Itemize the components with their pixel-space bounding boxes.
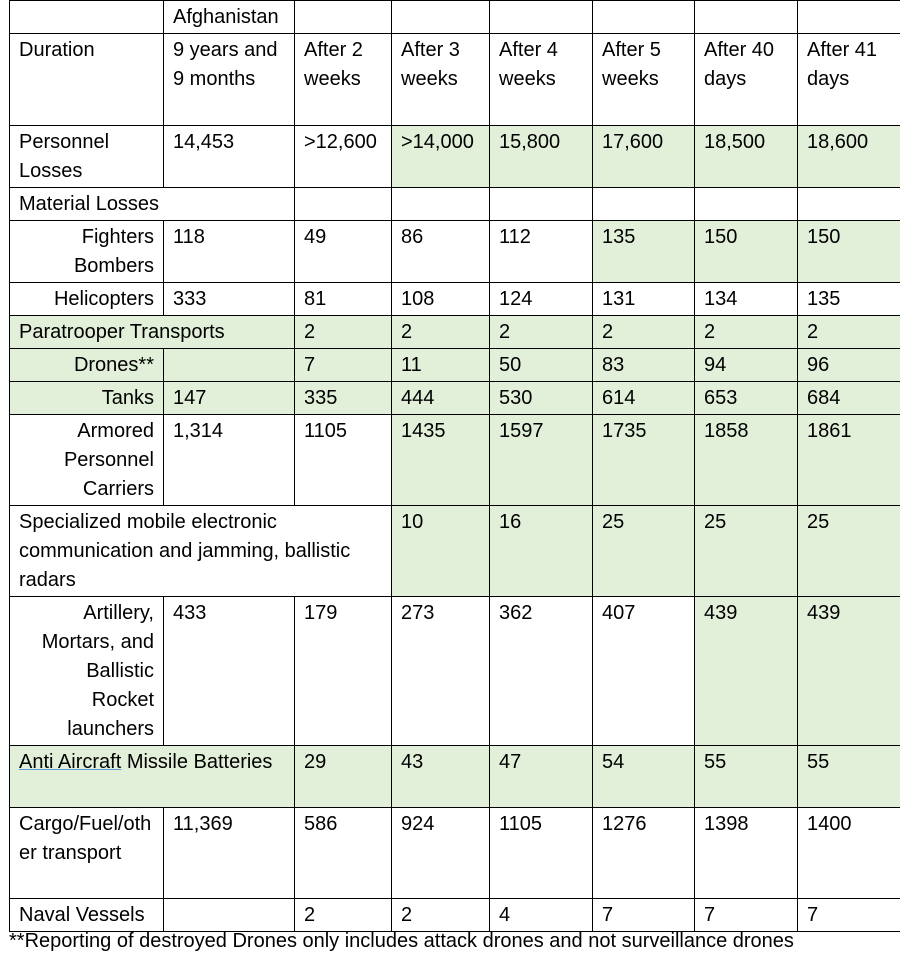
- table-row-fighters: Fighters Bombers 118 49 86 112 135 150 150: [10, 221, 900, 283]
- row-label: Drones**: [10, 349, 164, 382]
- col-5-weeks: After 5 weeks: [593, 34, 695, 126]
- table-row-drones: Drones** 7 11 50 83 94 96: [10, 349, 900, 382]
- header-top-blank: [10, 1, 164, 34]
- table-row-paratrooper: Paratrooper Transports 2 2 2 2 2 2: [10, 316, 900, 349]
- header-row: [10, 34, 900, 126]
- table-row-material-header: [10, 188, 900, 221]
- row-label: Cargo/Fuel/other transport: [10, 808, 164, 899]
- table-row-artillery: Artillery, Mortars, and Ballistic Rocket launchers 433 179 273 362 407 439 439: [10, 597, 900, 746]
- row-label: Naval Vessels: [10, 899, 164, 932]
- col-40-days: After 40 days: [695, 34, 798, 126]
- row-label: Artillery, Mortars, and Ballistic Rocket launchers: [10, 597, 164, 746]
- row-label: Fighters Bombers: [10, 221, 164, 283]
- footnote: **Reporting of destroyed Drones only includes attack drones and not surveillance drones: [9, 930, 794, 952]
- table-row-cargo: Cargo/Fuel/other transport 11,369 586 924 1105 1276 1398 1400: [10, 808, 900, 899]
- row-label: Specialized mobile electronic communication and jamming, ballistic radars: [10, 506, 392, 597]
- table-row-electronic: Specialized mobile electronic communication and jamming, ballistic radars 10 16 25 25 25: [10, 506, 900, 597]
- losses-table: [9, 0, 900, 932]
- table-row-apc: Armored Personnel Carriers 1,314 1105 1435 1597 1735 1858 1861: [10, 415, 900, 506]
- col-41-days: After 41 days: [798, 34, 900, 126]
- col-2-weeks: After 2 weeks: [295, 34, 392, 126]
- table-row-antiair: Anti Aircraft Missile Batteries 29 43 47 54 55 55: [10, 746, 900, 808]
- row-label: Helicopters: [10, 283, 164, 316]
- table-row-personnel: Personnel Losses 14,453 >12,600 >14,000 15,800 17,600 18,500 18,600: [10, 126, 900, 188]
- row-label: Anti Aircraft Missile Batteries: [10, 746, 295, 808]
- col-3-weeks: After 3 weeks: [392, 34, 490, 126]
- afghanistan-label: Afghanistan: [164, 1, 295, 34]
- table-row-tanks: Tanks 147 335 444 530 614 653 684: [10, 382, 900, 415]
- row-label: Personnel Losses: [10, 126, 164, 188]
- header-top-row: [10, 1, 900, 34]
- table-row-naval: Naval Vessels 2 2 4 7 7 7: [10, 899, 900, 932]
- material-losses-label: Material Losses: [10, 188, 164, 221]
- col-4-weeks: After 4 weeks: [490, 34, 593, 126]
- duration-label: Duration: [10, 34, 164, 126]
- table-row-helicopters: Helicopters 333 81 108 124 131 134 135: [10, 283, 900, 316]
- row-label: Armored Personnel Carriers: [10, 415, 164, 506]
- row-label: Paratrooper Transports: [10, 316, 295, 349]
- col-afghanistan: 9 years and 9 months: [164, 34, 295, 126]
- row-label: Tanks: [10, 382, 164, 415]
- spellcheck-underlined-text: Anti Aircraft: [19, 751, 122, 773]
